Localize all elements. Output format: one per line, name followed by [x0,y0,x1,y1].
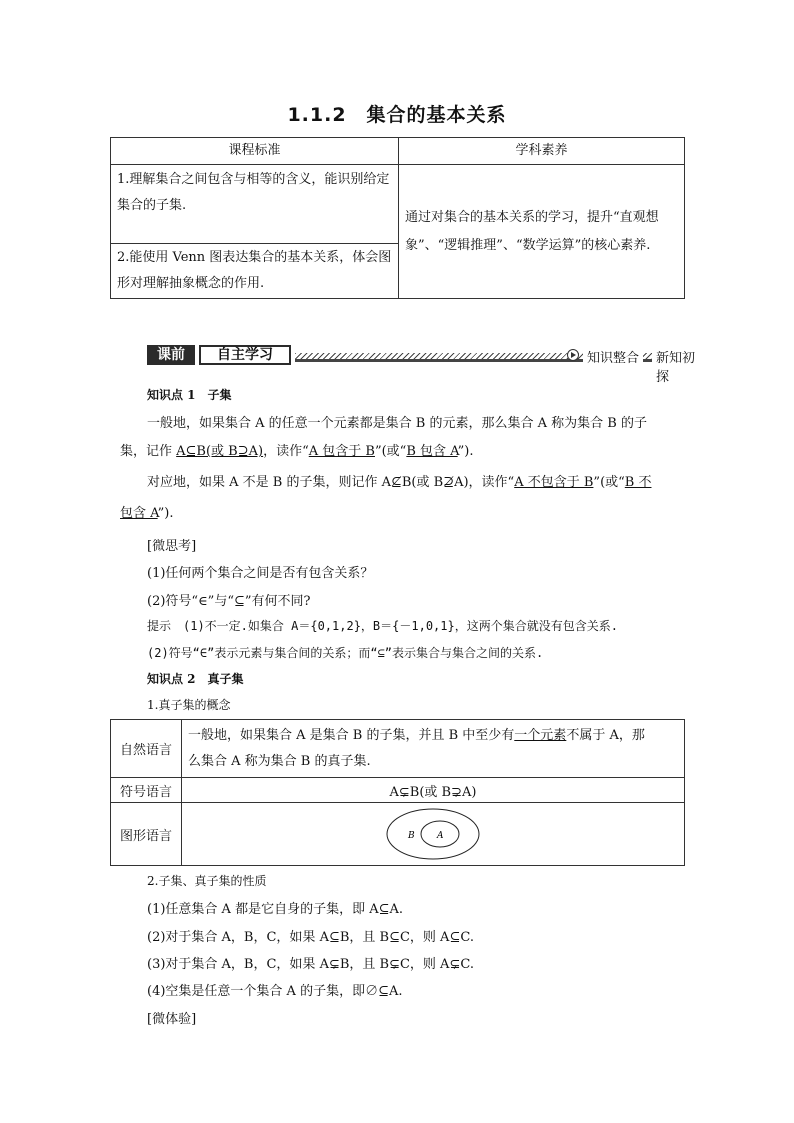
standards-col2-header: 学科素养 [399,138,685,165]
header-knowledge-integration: 知识整合 [583,347,643,366]
k1-para2-line2 [120,499,173,529]
text-span: ”(或“ [593,475,625,490]
reading-subset: A 包含于 B [308,444,375,459]
reading-not-superset-part1: B 不 [624,475,652,490]
symbol-language-value: A⊊B(或 B⊋A) [182,778,685,803]
graph-language-cell [182,803,685,866]
graph-language-label: 图形语言 [111,803,182,866]
venn-inner-label: A [437,831,444,841]
property-1: (1)任意集合 A 都是它自身的子集，即 A⊆A. [147,902,404,917]
natural-language-label: 自然语言 [111,720,182,778]
property-2: (2)对于集合 A，B，C，如果 A⊆B，且 B⊆C，则 A⊆C. [147,930,474,945]
natural-language-definition [182,720,685,778]
notation-subset: A⊆B(或 B⊇A) [176,444,264,459]
venn-diagram [384,806,482,862]
think-answer-2: (2)符号“∈”表示元素与集合间的关系；而“⊆”表示集合与集合之间的关系. [147,646,544,660]
k1-para1-line1: 一般地，如果集合 A 的任意一个元素都是集合 B 的元素，那么集合 A 称为集合 B 的子 [147,416,647,431]
venn-outer-set [387,809,479,859]
think-label: [微思考] [147,539,197,554]
text-span: ”). [157,506,174,521]
literacy-text: 通过对集合的基本关系的学习，提升“直观想象”、“逻辑推理”、“数学运算”的核心素养. [399,165,685,299]
text-span: 么集合 A 称为集合 B 的真子集. [188,753,371,769]
think-answer-1: 提示 (1)不一定.如集合 A＝{0,1,2}，B＝{－1,0,1}，这两个集合就没有包含关系. [147,619,618,633]
think-question-1: (1)任何两个集合之间是否有包含关系？ [147,566,374,581]
k1-para1-line2 [120,437,474,467]
text-span: 对应地，如果 A 不是 B 的子集，则记作 A⊈B(或 B⊉A)，读作“ [147,475,515,490]
standard-item-1: 1.理解集合之间包含与相等的含义，能识别给定集合的子集. [111,165,399,244]
standards-table [110,137,685,299]
property-3: (3)对于集合 A，B，C，如果 A⊊B，且 B⊊C，则 A⊊C. [147,957,474,972]
text-span: ”(或“ [374,444,407,459]
header-new-knowledge: 新知初探 [652,347,707,385]
knowledge-point-2-heading: 知识点 2 真子集 [147,672,244,686]
at-least-one-element: 一个元素 [514,727,567,743]
reading-not-superset-part2: 包含 A [120,506,158,521]
text-span: 集，记作 [120,444,177,459]
section-tag-self-study: 自主学习 [199,345,291,365]
proper-subset-table [110,719,685,866]
standards-col1-header: 课程标准 [111,138,399,165]
venn-outer-label: B [408,831,415,841]
properties-heading: 2.子集、真子集的性质 [147,874,267,888]
k1-para2-line1 [147,468,651,498]
property-4: (4)空集是任意一个集合 A 的子集，即∅⊆A. [147,984,403,999]
text-span: ”). [457,444,474,459]
knowledge-point-1-heading: 知识点 1 子集 [147,388,232,402]
standard-item-2: 2.能使用 Venn 图表达集合的基本关系，体会图形对理解抽象概念的作用. [111,244,399,299]
reading-not-subset: A 不包含于 B [514,475,594,490]
reading-superset: B 包含 A [406,444,458,459]
proper-subset-concept-heading: 1.真子集的概念 [147,698,231,712]
experience-label: [微体验] [147,1012,197,1027]
section-tag-before-class: 课前 [147,345,195,365]
header-rule [295,359,707,362]
section-header [147,345,707,385]
text-span: 一般地，如果集合 A 是集合 B 的子集，并且 B 中至少有 [188,727,515,743]
text-span: ，读作“ [263,444,309,459]
symbol-language-label: 符号语言 [111,778,182,803]
text-span: 不属于 A，那 [566,727,645,743]
play-icon [567,349,579,361]
think-question-2: (2)符号“∈”与“⊆”有何不同? [147,594,311,609]
page-title: 1.1.2 集合的基本关系 [287,104,507,126]
